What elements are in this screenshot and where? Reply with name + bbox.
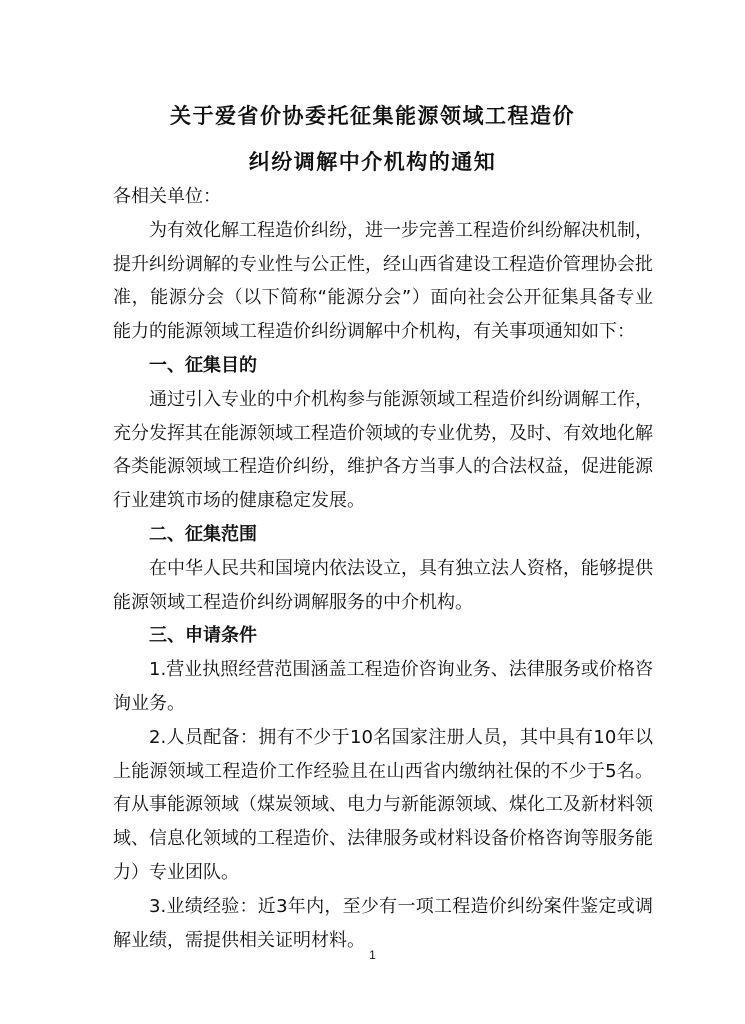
- intro-paragraph: 为有效化解工程造价纠纷，进一步完善工程造价纠纷解决机制，提升纠纷调解的专业性与公正性，经山西省建设工程造价管理协会批准，能源分会（以下简称“能源分会”）面向社会公开征集具备专业能力的能源领域工程造价纠纷调解中介机构，有关事项通知如下：: [113, 219, 653, 343]
- salutation: 各相关单位：: [113, 186, 221, 207]
- document-body: [113, 180, 653, 957]
- condition-item-license: 1.营业执照经营范围涵盖工程造价咨询业务、法律服务或价格咨询业务。: [113, 659, 653, 714]
- section-heading-purpose: 一、征集目的: [149, 354, 257, 376]
- section-heading-scope: 二、征集范围: [149, 523, 257, 545]
- condition-item-experience: 3.业绩经验：近3年内，至少有一项工程造价纠纷案件鉴定或调解业绩，需提供相关证明材料。: [113, 895, 653, 951]
- document-title-line-2: 纠纷调解中介机构的通知: [248, 149, 497, 174]
- section-paragraph: 在中华人民共和国境内依法设立，具有独立法人资格，能够提供能源领域工程造价纠纷调解服务的中介机构。: [113, 557, 653, 613]
- document-title-line-1: 关于爱省价协委托征集能源领域工程造价: [170, 103, 575, 128]
- condition-item-staffing: 2.人员配备：拥有不少于10名国家注册人员，其中具有10年以上能源领域工程造价工作经验且在山西省内缴纳社保的不少于5名。有从事能源领域（煤炭领域、电力与新能源领域、煤化工及新材料领域、信息化领域的工程造价、法律服务或材料设备价格咨询等服务能力）专业团队。: [113, 726, 653, 883]
- section-heading-conditions: 三、申请条件: [149, 625, 257, 647]
- page-number: 1: [369, 948, 376, 962]
- section-paragraph: 通过引入专业的中介机构参与能源领域工程造价纠纷调解工作，充分发挥其在能源领域工程造价领域的专业优势，及时、有效地化解各类能源领域工程造价纠纷，维护各方当事人的合法权益，促进能源行业建筑市场的健康稳定发展。: [113, 388, 653, 512]
